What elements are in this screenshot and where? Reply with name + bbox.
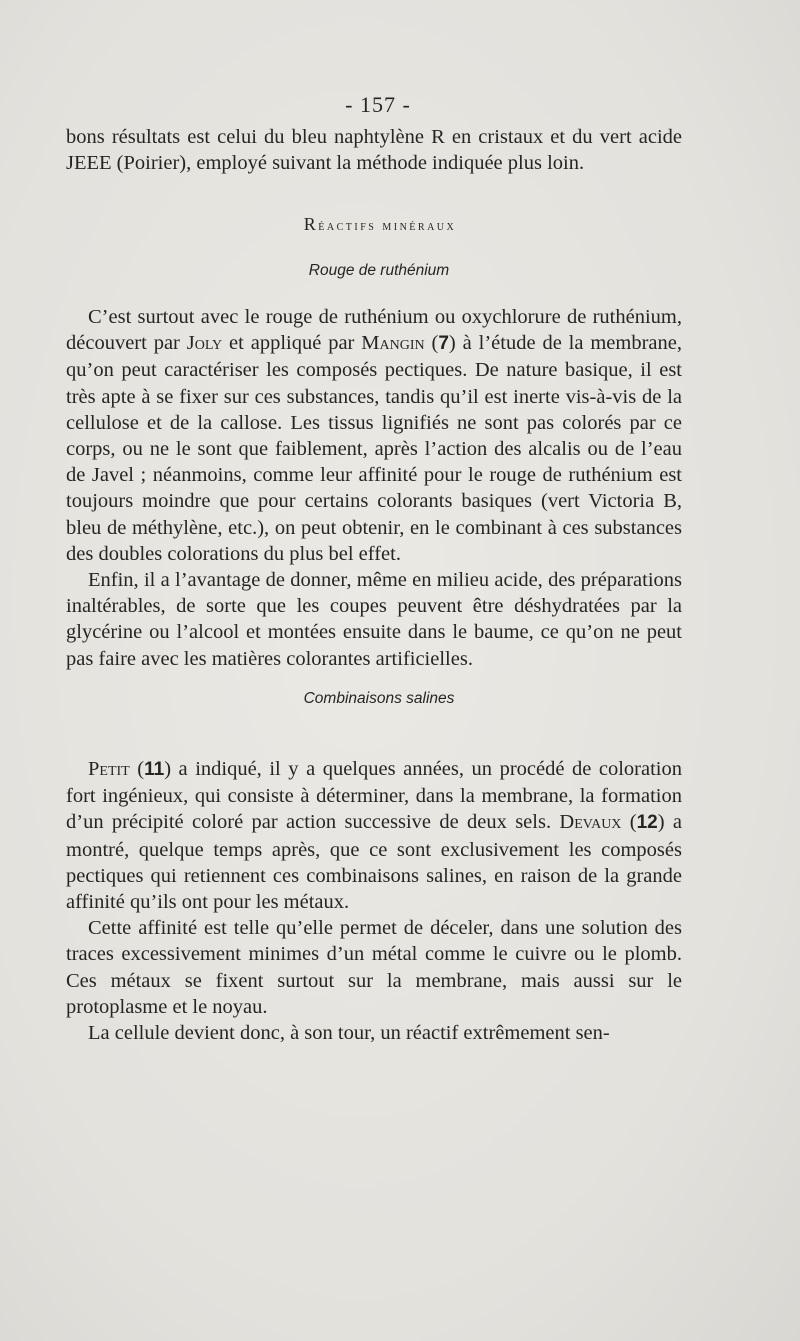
text-run: ( <box>129 758 145 781</box>
text-run: ( <box>424 332 439 355</box>
section-title-initial: R <box>303 213 319 234</box>
text-run: ) à l’étude de la membrane, qu’on peut caractériser les composés pectiques. De nature basique, il est très apte à se fixer sur ces substances, tandis qu’il est inerte vis-à-vis de la cellulose et de la callose. Les tissus lignifiés ne sont pas colorés par ce corps, ou ne le sont que faiblement, après l’action des alcalis ou de l’eau de Javel ; néanmoins, comme leur affinité pour le rouge de ruthénium est toujours moindre que pour certains colorants basiques (vert Victoria B, bleu de méthylène, etc.), on peut obtenir, en le combinant à ces substances des doubles colorations du plus bel effet. <box>66 332 683 565</box>
subsection-title-ruthenium: Rouge de ruthénium <box>308 261 450 279</box>
paragraph-salines-1 <box>66 756 682 915</box>
page-number: - 157 - <box>345 92 411 117</box>
author-name: Joly <box>186 332 223 355</box>
author-name: Mangin <box>361 332 425 355</box>
paragraph-salines-2: Cette affinité est telle qu’elle permet de déceler, dans une solution des traces excessivement minimes d’un métal comme le cuivre ou le plomb. Ces métaux se fixent surtout sur la membrane, mais aussi sur le protoplasme et le noyau. <box>66 917 682 1018</box>
section-title-rest: éactifs minéraux <box>318 218 457 234</box>
text-run: et appliqué par <box>222 332 362 355</box>
text-run: C’est surtout avec le rouge de ruthénium ou oxychlorure de ruthénium, découvert par <box>66 306 682 355</box>
text-run: ) a montré, quelque temps après, que ce sont exclusivement les composés pectiques qui retiennent ces combinaisons salines, en raison de la grande affinité qu’ils ont pour les métaux. <box>66 811 682 914</box>
paragraph-salines-3: La cellule devient donc, à son tour, un réactif extrêmement sen- <box>88 1022 610 1045</box>
author-name: Petit <box>88 758 130 781</box>
subsection-title-combinaisons: Combinaisons salines <box>303 689 455 707</box>
text-run: ( <box>621 811 637 834</box>
reference-number: 11 <box>144 759 165 781</box>
text-run: ) a indiqué, il y a quelques années, un procédé de coloration fort ingénieux, qui consiste à déterminer, dans la membrane, la formation d’un précipité coloré par action successive de deux sels. <box>66 758 683 834</box>
paragraph-ruthenium-1 <box>66 304 682 567</box>
reference-number: 12 <box>636 812 658 834</box>
reference-number: 7 <box>438 333 449 355</box>
section-title <box>66 211 682 240</box>
text-block <box>66 92 682 1046</box>
author-name: Devaux <box>559 811 622 834</box>
intro-paragraph: bons résultats est celui du bleu naphtylène R en cristaux et du vert acide JEEE (Poirier), employé suivant la méthode indiquée plus loin. <box>66 126 682 175</box>
paragraph-ruthenium-2: Enfin, il a l’avantage de donner, même en milieu acide, des préparations inaltérables, de sorte que les coupes peuvent être déshydratées par la glycérine ou l’alcool et montées ensuite dans le baume, ce qu’on ne peut pas faire avec les matières colorantes artificielles. <box>66 569 682 670</box>
